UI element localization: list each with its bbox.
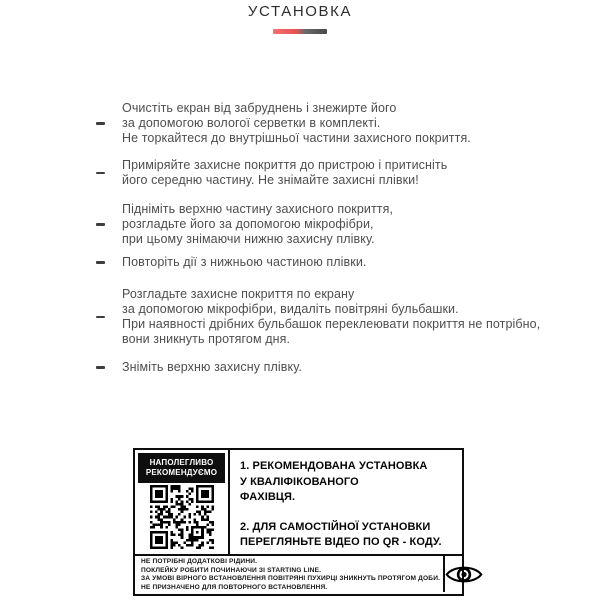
dash-bullet	[96, 122, 105, 125]
step-text	[122, 360, 302, 375]
recommendation-point-1	[240, 459, 456, 506]
point-line: 1. РЕКОМЕНДОВАНА УСТАНОВКА	[240, 460, 428, 472]
step-line: Розгладьте захисне покриття по екрану	[122, 287, 355, 301]
step-text	[122, 287, 540, 347]
step-text	[122, 202, 393, 247]
badge-line: НАПОЛЕГЛИВО	[149, 458, 214, 467]
instruction-step-3	[96, 202, 582, 247]
step-line: вони зникнуть протягом дня.	[122, 332, 291, 346]
dash-bullet	[96, 261, 105, 264]
step-line: розгладьте його за допомогою мікрофібри,	[122, 217, 374, 231]
step-line: Очистіть екран від забруднень і знежирте його	[122, 101, 397, 115]
point-line: 2. ДЛЯ САМОСТІЙНОЇ УСТАНОВКИ	[240, 520, 431, 533]
dash-bullet	[96, 366, 105, 369]
fine-print	[135, 556, 443, 592]
fine-print-line: НЕ ПОТРІБНІ ДОДАТКОВІ РІДИНИ.	[141, 558, 258, 565]
dash-bullet	[96, 316, 105, 319]
eye-panel	[443, 556, 483, 592]
step-line: Приміряйте захисне покриття до пристрою і притисніть	[122, 158, 448, 172]
qr-code	[150, 485, 214, 549]
step-line: його середню частину. Не знімайте захисні плівки!	[122, 173, 419, 187]
step-text	[122, 101, 471, 146]
step-text	[122, 255, 367, 270]
title-divider	[273, 29, 327, 34]
step-line: за допомогою вологої серветки в комплекті.	[122, 116, 381, 130]
recommendation-footer-row	[135, 554, 462, 592]
recommendation-main-row	[135, 450, 462, 554]
recommendation-text	[230, 450, 462, 554]
step-line: при цьому знімаючи нижню захисну плівку.	[122, 232, 375, 246]
strongly-recommend-badge	[138, 453, 225, 483]
step-line: Не торкайтеся до внутрішньої частини захисного покриття.	[122, 131, 471, 145]
page-title: УСТАНОВКА	[247, 3, 353, 20]
instruction-step-5	[96, 287, 582, 347]
point-line: ФАХІВЦЯ.	[240, 491, 296, 503]
step-line: При наявності дрібних бульбашок переклеювати покриття не потрібно,	[122, 317, 541, 331]
instruction-step-1	[96, 101, 582, 146]
step-line: Зніміть верхню захисну плівку.	[122, 360, 302, 374]
instruction-list	[96, 101, 582, 375]
step-line: за допомогою мікрофібри, видаліть повітряні бульбашки.	[122, 302, 459, 316]
fine-print-line: ЗА УМОВІ ВІРНОГО ВСТАНОВЛЕННЯ ПОВІТРЯНІ ПУХИРЦІ ЗНИКНУТЬ ПРОТЯГОМ ДОБИ.	[141, 575, 441, 583]
step-line: Підніміть верхню частину захисного покриття,	[122, 202, 394, 216]
point-line: У КВАЛІФІКОВАНОГО	[240, 475, 359, 488]
qr-panel	[135, 450, 230, 554]
eye-icon	[445, 562, 483, 587]
step-text	[122, 158, 447, 188]
recommendation-point-2	[240, 520, 456, 551]
fine-print-line: НЕ ПРИЗНАЧЕНО ДЛЯ ПОВТОРНОГО ВСТАНОВЛЕННЯ.	[141, 583, 328, 591]
instruction-step-6	[96, 360, 582, 375]
point-line: ПЕРЕГЛЯНЬТЕ ВІДЕО ПО QR - КОДУ.	[240, 536, 442, 548]
dash-bullet	[96, 172, 105, 175]
fine-print-line: ПОКЛЕЙКУ РОБИТИ ПОЧИНАЮЧИ ЗІ STARTING LINE.	[141, 566, 322, 574]
badge-line: РЕКОМЕНДУЄМО	[145, 468, 218, 477]
dash-bullet	[96, 223, 105, 226]
step-line: Повторіть дії з нижньою частиною плівки.	[122, 255, 367, 269]
recommendation-box	[133, 448, 464, 596]
instruction-step-2	[96, 158, 582, 188]
instruction-step-4	[96, 255, 582, 270]
